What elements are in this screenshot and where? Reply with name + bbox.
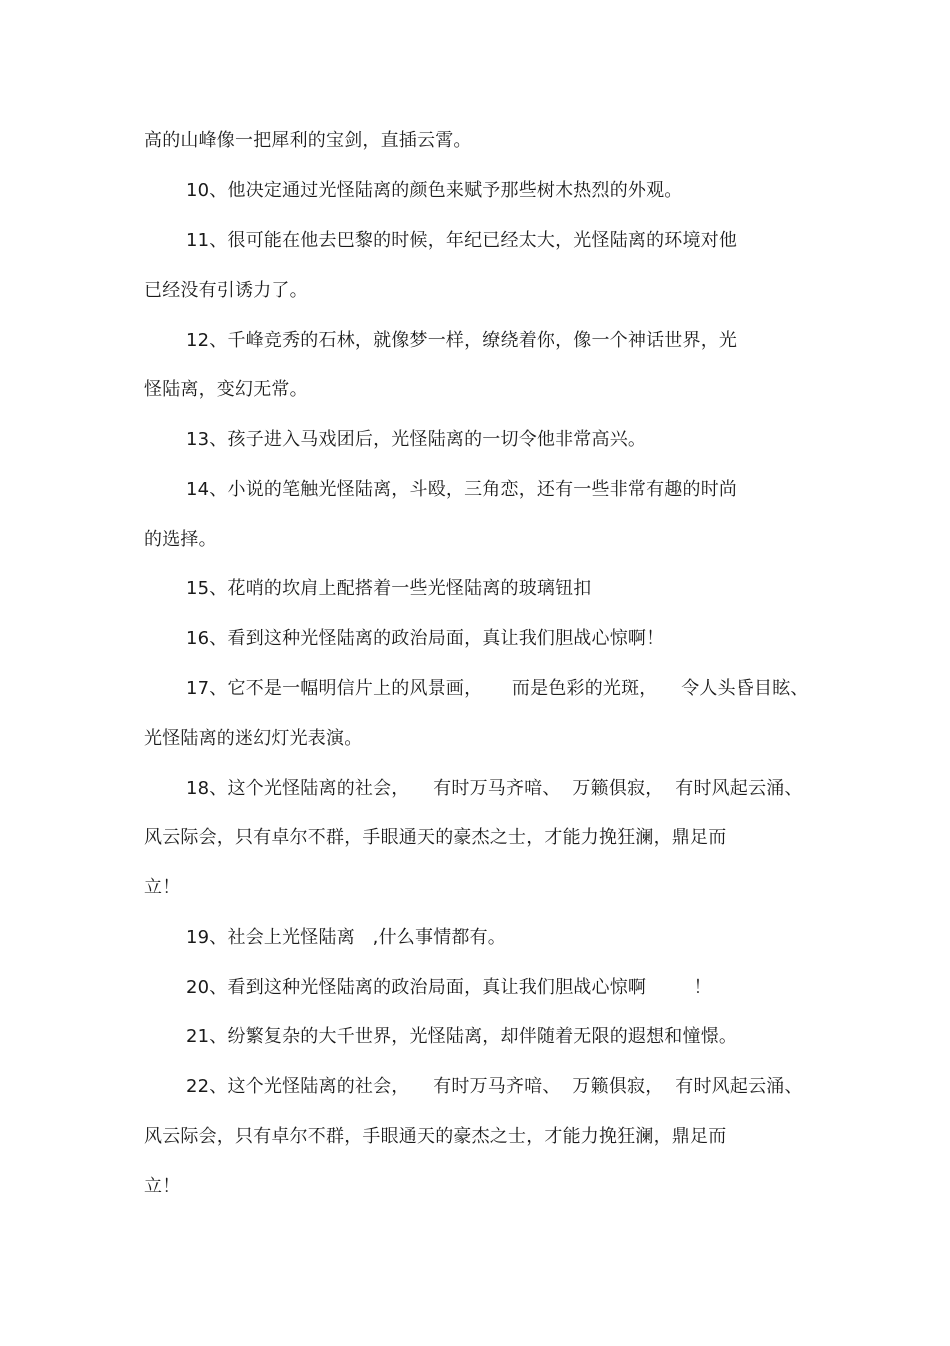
text-line: 19、社会上光怪陆离 ,什么事情都有。 — [186, 927, 506, 948]
text-line: 已经没有引诱力了。 — [144, 280, 308, 301]
text-line: 10、他决定通过光怪陆离的颜色来赋予那些树木热烈的外观。 — [186, 180, 683, 201]
text-line: 立！ — [144, 877, 181, 898]
text-line: 的选择。 — [144, 529, 217, 550]
text-line: 13、孩子进入马戏团后，光怪陆离的一切令他非常高兴。 — [186, 429, 647, 450]
text-line: 17、它不是一幅明信片上的风景画， 而是色彩的光斑， 令人头昏目眩、 — [186, 678, 809, 699]
text-line: 风云际会，只有卓尔不群，手眼通天的豪杰之士，才能力挽狂澜，鼎足而 — [144, 1126, 727, 1147]
text-line: 15、花哨的坎肩上配搭着一些光怪陆离的玻璃钮扣 — [186, 578, 592, 599]
text-line: 光怪陆离的迷幻灯光表演。 — [144, 728, 363, 749]
text-line: 12、千峰竞秀的石林，就像梦一样，缭绕着你，像一个神话世界，光 — [186, 330, 738, 351]
text-line: 20、看到这种光怪陆离的政治局面，真让我们胆战心惊啊 ！ — [186, 977, 712, 998]
text-line: 风云际会，只有卓尔不群，手眼通天的豪杰之士，才能力挽狂澜，鼎足而 — [144, 827, 727, 848]
text-line: 18、这个光怪陆离的社会， 有时万马齐喑、 万籁俱寂， 有时风起云涌、 — [186, 778, 803, 799]
text-line: 怪陆离，变幻无常。 — [144, 379, 308, 400]
text-line: 高的山峰像一把犀利的宝剑，直插云霄。 — [144, 130, 472, 151]
text-line: 立！ — [144, 1176, 181, 1197]
text-line: 22、这个光怪陆离的社会， 有时万马齐喑、 万籁俱寂， 有时风起云涌、 — [186, 1076, 803, 1097]
text-line: 11、很可能在他去巴黎的时候，年纪已经太大，光怪陆离的环境对他 — [186, 230, 738, 251]
text-line: 14、小说的笔触光怪陆离，斗殴，三角恋，还有一些非常有趣的时尚 — [186, 479, 738, 500]
text-line: 21、纷繁复杂的大千世界，光怪陆离，却伴随着无限的遐想和憧憬。 — [186, 1026, 738, 1047]
text-line: 16、看到这种光怪陆离的政治局面，真让我们胆战心惊啊！ — [186, 628, 665, 649]
